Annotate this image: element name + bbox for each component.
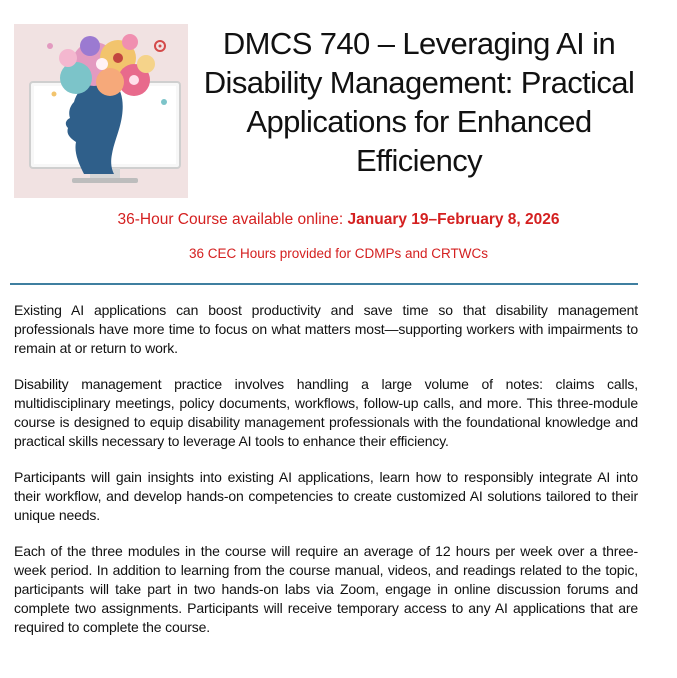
availability-label: 36-Hour Course available online:	[117, 211, 348, 228]
paragraph-modules: Each of the three modules in the course will require an average of 12 hours per week over a three-week period. In addition to learning from the course manual, videos, and readings related to the topic, participants will take part in two hands-on labs via Zoom, engage in online discussion forums and complete two assignments. Participants will receive temporary access to any AI applications that are required to complete the course.	[14, 543, 638, 635]
flower-cluster-9	[59, 49, 77, 67]
decor-dot-3	[52, 92, 57, 97]
decor-dot-2	[161, 99, 167, 105]
course-dates: January 19–February 8, 2026	[347, 211, 560, 228]
target-center	[159, 45, 162, 48]
flower-cluster-5	[96, 68, 124, 96]
monitor-base	[72, 178, 138, 183]
illustration-svg	[14, 24, 188, 198]
ai-brain-computer-illustration	[14, 24, 188, 198]
cec-hours-note: 36 CEC Hours provided for CDMPs and CRTWCs	[188, 246, 489, 261]
course-availability	[0, 211, 677, 229]
paragraph-practice: Disability management practice involves handling a large volume of notes: claims calls, multidisciplinary meetings, policy documents, workflows, follow-up calls, and more. This three-module course is designed to equip disability management professionals with the foundational knowledge and practical skills necessary to leverage AI tools to enhance their efficiency.	[14, 376, 638, 449]
flower-cluster-8	[137, 55, 155, 73]
flower-center-3	[129, 75, 139, 85]
section-divider	[10, 283, 638, 285]
flower-cluster-3	[60, 62, 92, 94]
flower-center-1	[96, 58, 108, 70]
course-title: DMCS 740 – Leveraging AI in Disability Management: Practical Applications for Enhanced Efficiency	[203, 26, 635, 178]
flower-cluster-6	[80, 36, 100, 56]
course-description	[14, 301, 638, 654]
flower-center-2	[113, 53, 123, 63]
flower-cluster-7	[122, 34, 138, 50]
paragraph-intro: Existing AI applications can boost productivity and save time so that disability management professionals have more time to focus on what matters most—supporting workers with impairments to remain at or return to work.	[14, 302, 638, 356]
decor-dot-1	[47, 43, 53, 49]
paragraph-participants: Participants will gain insights into existing AI applications, learn how to responsibly integrate AI into their workflow, and develop hands-on competencies to create customized AI solutions tailored to their unique needs.	[14, 469, 638, 523]
